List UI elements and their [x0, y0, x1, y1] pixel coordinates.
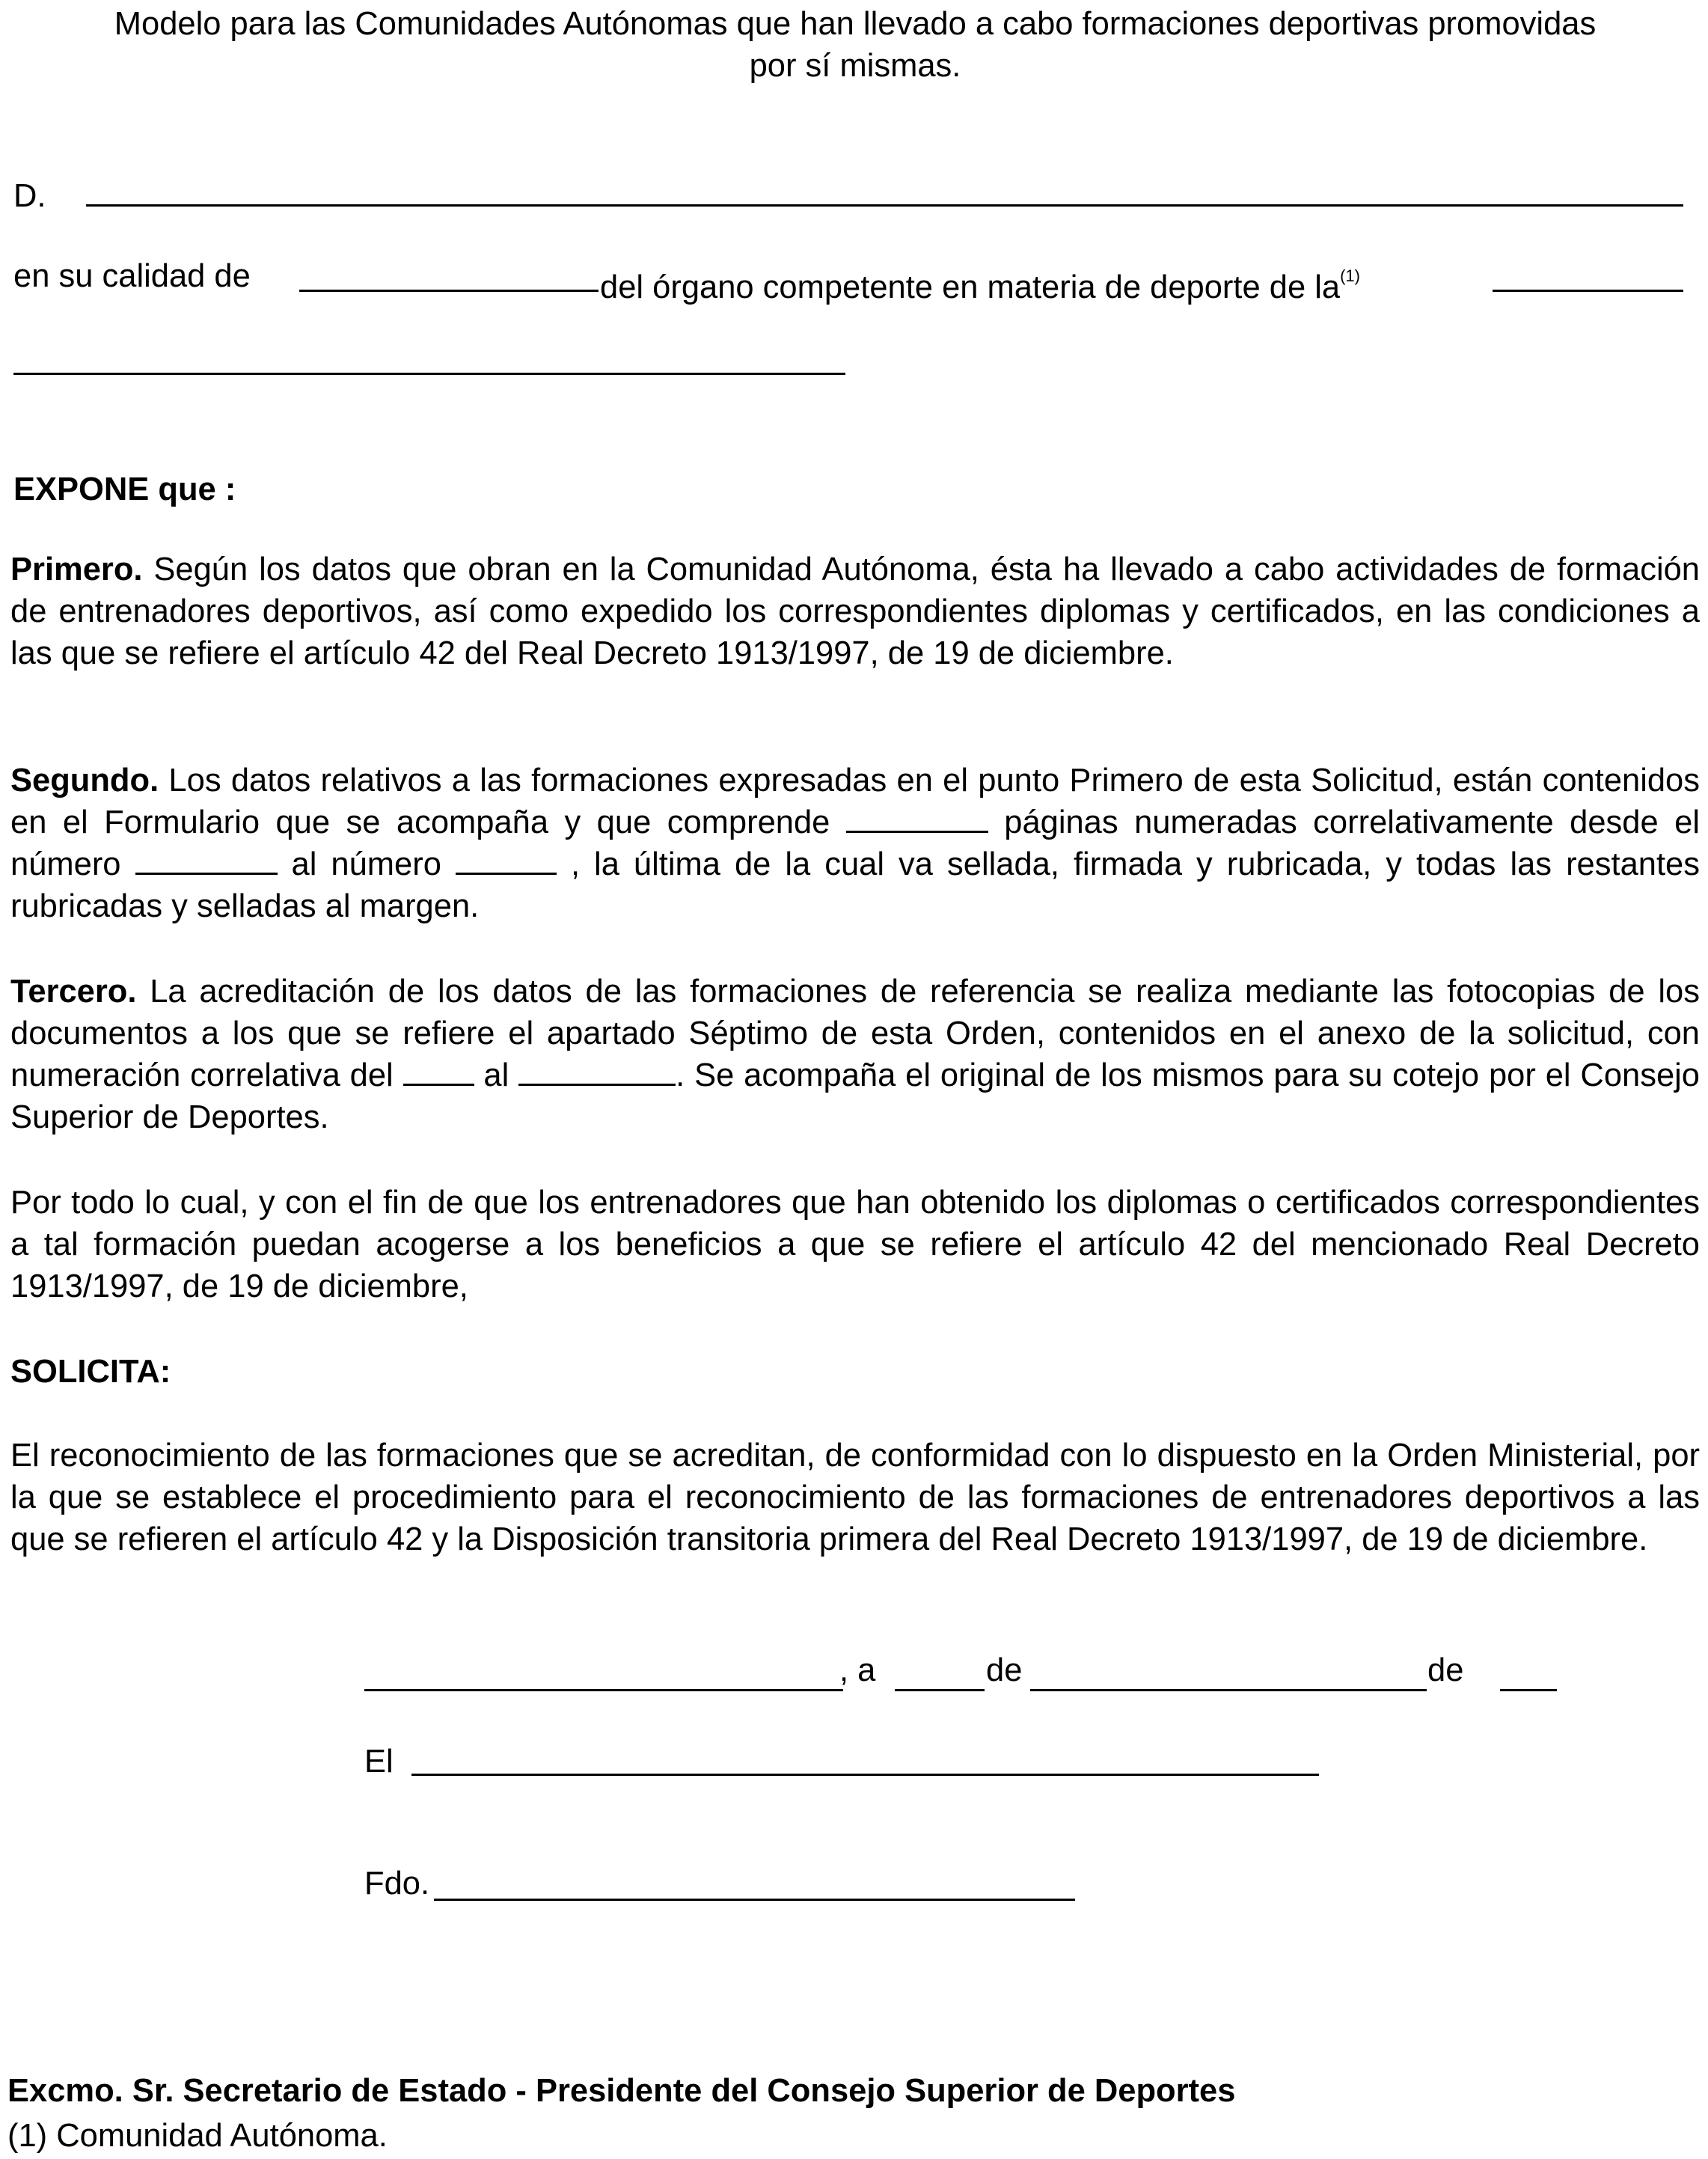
- day-field-line[interactable]: [895, 1689, 985, 1691]
- segundo-paragraph: [10, 760, 1700, 927]
- el-field-line[interactable]: [411, 1774, 1319, 1776]
- por-todo-text: Por todo lo cual, y con el fin de que los entrenadores que han obtenido los diplomas o certificados correspondientes a tal formación puedan acogerse a los beneficios a que se refiere el artículo 42 del mencionado Real Decreto 1913/1997, de 19 de diciembre,: [10, 1185, 1700, 1304]
- month-field-line[interactable]: [1030, 1689, 1427, 1691]
- segundo-text-3: al número: [277, 846, 456, 882]
- solicita-paragraph: [10, 1435, 1700, 1560]
- from-number-field[interactable]: [135, 872, 278, 875]
- annex-to-field[interactable]: [518, 1083, 676, 1086]
- tercero-label: Tercero.: [10, 974, 137, 1010]
- solicita-text: El reconocimiento de las formaciones que se acreditan, de conformidad con lo dispuesto en la Orden Ministerial, por la que se establece el procedimiento para el reconocimiento de las formaciones de entrenadores deportivos a las que se refieren el artículo 42 y la Disposición transitoria primera del Real Decreto 1913/1997, de 19 de diciembre.: [10, 1438, 1700, 1557]
- segundo-label: Segundo.: [10, 763, 159, 798]
- tercero-text-2: al: [474, 1057, 519, 1093]
- footnote-ref: (1): [1340, 266, 1360, 285]
- form-title-line1: Modelo para las Comunidades Autónomas que han llevado a cabo formaciones deportivas promovidas: [114, 6, 1597, 42]
- year-field-line[interactable]: [1500, 1689, 1557, 1691]
- tercero-text-3: . Se acompaña el original de los mismos para su cotejo por el Consejo Superior de Deportes.: [10, 1057, 1701, 1135]
- el-label: El: [364, 1744, 394, 1780]
- tercero-text-1: La acreditación de los datos de las formaciones de referencia se realiza mediante las fotocopias de los documentos a los que se refiere el apartado Séptimo de esta Orden, contenidos en el anexo de la solicitud, con numeración correlativa del: [10, 974, 1700, 1093]
- fdo-label: Fdo.: [364, 1866, 430, 1902]
- role-prefix: en su calidad de: [13, 258, 251, 294]
- date-de-2: de: [1427, 1652, 1464, 1688]
- pages-count-field[interactable]: [846, 830, 988, 833]
- annex-from-field[interactable]: [403, 1083, 474, 1086]
- d-label: D.: [13, 178, 46, 214]
- community-field-line[interactable]: [1493, 290, 1683, 292]
- form-title: [10, 3, 1700, 87]
- form-title-line2: por sí mismas.: [749, 48, 961, 84]
- role-field-line[interactable]: [299, 290, 599, 292]
- to-number-field[interactable]: [456, 872, 557, 875]
- footnote: (1) Comunidad Autónoma.: [7, 2118, 388, 2154]
- date-de-1: de: [986, 1652, 1023, 1688]
- place-field-line[interactable]: [364, 1689, 843, 1691]
- tercero-paragraph: [10, 971, 1700, 1138]
- segundo-text-2: páginas numeradas correlativamente desde el número: [10, 804, 1700, 882]
- addressee: Excmo. Sr. Secretario de Estado - Presidente del Consejo Superior de Deportes: [7, 2073, 1236, 2109]
- solicita-heading: SOLICITA:: [10, 1354, 171, 1390]
- expone-heading: EXPONE que :: [13, 471, 236, 507]
- primero-label: Primero.: [10, 552, 143, 587]
- name-field-line[interactable]: [86, 204, 1683, 207]
- segundo-text-1: Los datos relativos a las formaciones expresadas en el punto Primero de esta Solicitud, están contenidos en el Formulario que se acompaña y que comprende: [10, 763, 1700, 840]
- segundo-text-4: , la última de la cual va sellada, firmada y rubricada, y todas las restantes rubricadas y selladas al margen.: [10, 846, 1701, 924]
- por-todo-paragraph: [10, 1182, 1700, 1307]
- role-suffix-row: [600, 255, 1360, 308]
- fdo-field-line[interactable]: [434, 1899, 1075, 1901]
- role-suffix: del órgano competente en materia de deporte de la: [600, 269, 1341, 305]
- role-row: [13, 255, 251, 297]
- primero-text: Según los datos que obran en la Comunidad Autónoma, ésta ha llevado a cabo actividades de formación de entrenadores deportivos, así como expedido los correspondientes diplomas y certificados, en las condiciones a las que se refiere el artículo 42 del Real Decreto 1913/1997, de 19 de diciembre.: [10, 552, 1700, 671]
- community-field-line-2[interactable]: [13, 373, 845, 375]
- primero-paragraph: [10, 549, 1700, 674]
- date-a: , a: [839, 1652, 876, 1688]
